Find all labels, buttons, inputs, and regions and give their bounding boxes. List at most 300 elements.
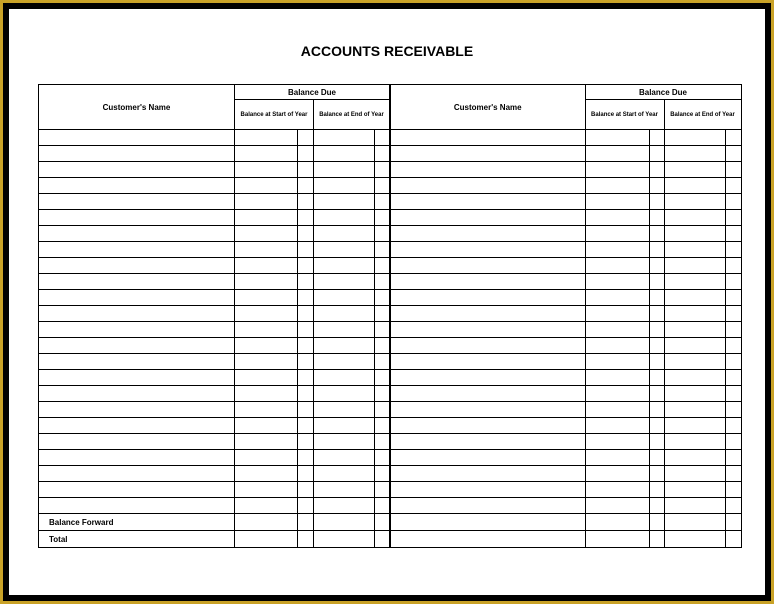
start-balance-cents-cell[interactable] <box>298 386 314 402</box>
start-balance-cell[interactable] <box>235 450 298 466</box>
end-balance-cents-cell[interactable] <box>375 258 390 274</box>
start-balance-cents-cell[interactable] <box>649 370 664 386</box>
end-balance-cents-cell[interactable] <box>375 210 390 226</box>
start-balance-cell[interactable] <box>235 226 298 242</box>
end-balance-cents-cell[interactable] <box>725 146 741 162</box>
start-balance-cell[interactable] <box>585 466 649 482</box>
customer-name-cell[interactable] <box>390 306 585 322</box>
start-balance-cell[interactable] <box>585 130 649 146</box>
end-balance-cents-cell[interactable] <box>375 514 390 531</box>
end-balance-cell[interactable] <box>314 418 375 434</box>
ledger-row <box>390 466 741 482</box>
start-balance-cents-cell[interactable] <box>649 322 664 338</box>
end-balance-cents-cell[interactable] <box>725 162 741 178</box>
start-balance-cents-cell[interactable] <box>298 466 314 482</box>
end-balance-cell[interactable] <box>314 386 375 402</box>
end-balance-cell[interactable] <box>314 242 375 258</box>
end-balance-cents-cell[interactable] <box>375 178 390 194</box>
customer-name-cell[interactable] <box>390 130 585 146</box>
end-balance-cell[interactable] <box>664 242 725 258</box>
customer-name-cell[interactable] <box>39 258 235 274</box>
end-balance-cents-cell[interactable] <box>375 306 390 322</box>
start-balance-cell[interactable] <box>585 258 649 274</box>
ledger-row <box>390 290 741 306</box>
end-balance-cents-cell[interactable] <box>375 290 390 306</box>
start-balance-cell[interactable] <box>235 402 298 418</box>
customer-name-cell[interactable] <box>39 386 235 402</box>
customer-name-cell[interactable] <box>390 226 585 242</box>
start-balance-cell[interactable] <box>585 514 649 531</box>
start-balance-cents-cell[interactable] <box>298 226 314 242</box>
customer-name-cell[interactable] <box>39 322 235 338</box>
customer-name-cell[interactable] <box>39 242 235 258</box>
end-balance-cents-cell[interactable] <box>725 338 741 354</box>
customer-name-cell[interactable] <box>39 354 235 370</box>
start-balance-cell[interactable] <box>235 386 298 402</box>
end-balance-cell[interactable] <box>314 274 375 290</box>
start-balance-cell[interactable] <box>235 514 298 531</box>
end-balance-cents-cell[interactable] <box>725 402 741 418</box>
end-balance-cents-cell[interactable] <box>725 306 741 322</box>
customer-name-cell[interactable] <box>39 370 235 386</box>
end-balance-cell[interactable] <box>664 194 725 210</box>
start-balance-cell[interactable] <box>585 306 649 322</box>
start-balance-cents-cell[interactable] <box>649 226 664 242</box>
customer-name-cell[interactable] <box>390 466 585 482</box>
customer-name-cell[interactable] <box>390 274 585 290</box>
end-balance-cents-cell[interactable] <box>725 450 741 466</box>
ledger-footer-row <box>390 514 741 531</box>
ledger-table-right <box>389 84 742 548</box>
customer-name-cell[interactable] <box>39 466 235 482</box>
end-balance-cell[interactable] <box>664 146 725 162</box>
ledger-row <box>390 450 741 466</box>
customer-name-cell[interactable] <box>390 338 585 354</box>
end-balance-cell[interactable] <box>664 514 725 531</box>
end-balance-cents-cell[interactable] <box>375 354 390 370</box>
end-balance-cell[interactable] <box>314 498 375 514</box>
end-balance-cell[interactable] <box>664 274 725 290</box>
ledger-row <box>39 178 390 194</box>
start-balance-cell[interactable] <box>585 418 649 434</box>
start-balance-cents-cell[interactable] <box>298 162 314 178</box>
start-balance-cents-cell[interactable] <box>649 482 664 498</box>
customer-name-cell[interactable] <box>390 210 585 226</box>
end-balance-cell[interactable] <box>664 306 725 322</box>
start-balance-cents-cell[interactable] <box>649 242 664 258</box>
customer-name-cell[interactable] <box>390 258 585 274</box>
customer-name-cell[interactable] <box>390 531 585 548</box>
customer-name-cell[interactable] <box>390 194 585 210</box>
start-balance-cents-cell[interactable] <box>298 338 314 354</box>
customer-name-cell[interactable] <box>39 162 235 178</box>
start-balance-cell[interactable] <box>585 482 649 498</box>
ledger-row <box>390 418 741 434</box>
customer-name-cell[interactable] <box>39 450 235 466</box>
customer-name-cell[interactable] <box>39 274 235 290</box>
start-balance-cents-cell[interactable] <box>298 498 314 514</box>
start-balance-cell[interactable] <box>235 338 298 354</box>
start-balance-cell[interactable] <box>585 274 649 290</box>
end-balance-cell[interactable] <box>314 146 375 162</box>
start-balance-cents-cell[interactable] <box>298 402 314 418</box>
end-balance-cell[interactable] <box>664 290 725 306</box>
end-balance-cents-cell[interactable] <box>375 531 390 548</box>
ledger-row <box>39 290 390 306</box>
end-balance-cell[interactable] <box>664 162 725 178</box>
start-balance-cents-cell[interactable] <box>649 434 664 450</box>
balance-end-header: Balance at End of Year <box>664 100 741 130</box>
end-balance-cell[interactable] <box>314 290 375 306</box>
ledger-row <box>390 482 741 498</box>
end-balance-cents-cell[interactable] <box>375 450 390 466</box>
start-balance-cell[interactable] <box>235 274 298 290</box>
start-balance-cents-cell[interactable] <box>298 418 314 434</box>
ledger-row <box>39 482 390 498</box>
end-balance-cents-cell[interactable] <box>375 242 390 258</box>
start-balance-cell[interactable] <box>235 178 298 194</box>
end-balance-cents-cell[interactable] <box>725 194 741 210</box>
start-balance-cents-cell[interactable] <box>298 290 314 306</box>
start-balance-cell[interactable] <box>585 450 649 466</box>
page-frame <box>3 3 771 601</box>
ledger-row <box>390 322 741 338</box>
ledger-row <box>39 194 390 210</box>
customer-name-cell[interactable] <box>390 146 585 162</box>
ledger-row <box>390 162 741 178</box>
customer-name-cell[interactable] <box>39 402 235 418</box>
end-balance-cents-cell[interactable] <box>725 531 741 548</box>
end-balance-cents-cell[interactable] <box>725 290 741 306</box>
start-balance-cents-cell[interactable] <box>649 531 664 548</box>
ledger-footer-row <box>390 531 741 548</box>
customer-name-cell[interactable] <box>390 242 585 258</box>
end-balance-cents-cell[interactable] <box>725 354 741 370</box>
start-balance-cents-cell[interactable] <box>649 466 664 482</box>
start-balance-cents-cell[interactable] <box>649 130 664 146</box>
start-balance-cell[interactable] <box>585 290 649 306</box>
ledger-row <box>390 386 741 402</box>
start-balance-cell[interactable] <box>585 210 649 226</box>
start-balance-cents-cell[interactable] <box>649 354 664 370</box>
end-balance-cell[interactable] <box>664 434 725 450</box>
start-balance-cell[interactable] <box>585 322 649 338</box>
start-balance-cell[interactable] <box>585 498 649 514</box>
start-balance-cell[interactable] <box>235 242 298 258</box>
end-balance-cell[interactable] <box>664 482 725 498</box>
start-balance-cell[interactable] <box>235 434 298 450</box>
start-balance-cents-cell[interactable] <box>649 386 664 402</box>
end-balance-cell[interactable] <box>314 531 375 548</box>
start-balance-cents-cell[interactable] <box>649 498 664 514</box>
customer-name-cell[interactable] <box>39 194 235 210</box>
start-balance-cell[interactable] <box>585 226 649 242</box>
end-balance-cents-cell[interactable] <box>725 498 741 514</box>
start-balance-cell[interactable] <box>235 162 298 178</box>
customer-name-cell[interactable] <box>39 338 235 354</box>
end-balance-cents-cell[interactable] <box>725 226 741 242</box>
start-balance-cents-cell[interactable] <box>298 146 314 162</box>
customer-name-cell[interactable] <box>39 498 235 514</box>
start-balance-cents-cell[interactable] <box>298 210 314 226</box>
start-balance-cell[interactable] <box>585 162 649 178</box>
start-balance-cents-cell[interactable] <box>298 242 314 258</box>
ledger-row <box>390 130 741 146</box>
start-balance-cents-cell[interactable] <box>649 418 664 434</box>
customer-name-cell[interactable] <box>390 354 585 370</box>
start-balance-cell[interactable] <box>235 354 298 370</box>
ledger-row <box>39 274 390 290</box>
start-balance-cell[interactable] <box>235 194 298 210</box>
ledger-row <box>39 370 390 386</box>
start-balance-cell[interactable] <box>585 146 649 162</box>
footer-label: Balance Forward <box>39 514 235 531</box>
end-balance-cell[interactable] <box>664 322 725 338</box>
start-balance-cents-cell[interactable] <box>649 514 664 531</box>
start-balance-cell[interactable] <box>235 482 298 498</box>
end-balance-cell[interactable] <box>664 130 725 146</box>
start-balance-cents-cell[interactable] <box>298 274 314 290</box>
start-balance-cell[interactable] <box>585 531 649 548</box>
end-balance-cents-cell[interactable] <box>725 210 741 226</box>
end-balance-cell[interactable] <box>314 450 375 466</box>
customer-name-cell[interactable] <box>390 450 585 466</box>
start-balance-cents-cell[interactable] <box>649 210 664 226</box>
end-balance-cents-cell[interactable] <box>375 274 390 290</box>
start-balance-cell[interactable] <box>585 402 649 418</box>
start-balance-cell[interactable] <box>235 146 298 162</box>
end-balance-cents-cell[interactable] <box>375 466 390 482</box>
customer-name-cell[interactable] <box>390 418 585 434</box>
end-balance-cents-cell[interactable] <box>375 146 390 162</box>
start-balance-cell[interactable] <box>585 178 649 194</box>
end-balance-cents-cell[interactable] <box>375 322 390 338</box>
customer-name-cell[interactable] <box>39 226 235 242</box>
start-balance-cents-cell[interactable] <box>298 178 314 194</box>
customer-name-cell[interactable] <box>390 482 585 498</box>
end-balance-cell[interactable] <box>314 130 375 146</box>
ledger-row <box>39 322 390 338</box>
end-balance-cell[interactable] <box>314 210 375 226</box>
end-balance-cents-cell[interactable] <box>725 482 741 498</box>
end-balance-cents-cell[interactable] <box>725 274 741 290</box>
customer-name-cell[interactable] <box>390 514 585 531</box>
ledger-row <box>39 434 390 450</box>
ledger-row <box>390 210 741 226</box>
ledger-row <box>39 338 390 354</box>
end-balance-cents-cell[interactable] <box>375 498 390 514</box>
start-balance-cents-cell[interactable] <box>298 482 314 498</box>
start-balance-cell[interactable] <box>585 354 649 370</box>
start-balance-cell[interactable] <box>585 370 649 386</box>
customer-name-cell[interactable] <box>390 370 585 386</box>
start-balance-cents-cell[interactable] <box>649 338 664 354</box>
start-balance-cents-cell[interactable] <box>649 306 664 322</box>
start-balance-cell[interactable] <box>235 290 298 306</box>
customer-name-cell[interactable] <box>39 210 235 226</box>
end-balance-cents-cell[interactable] <box>375 434 390 450</box>
ledger-row <box>39 402 390 418</box>
start-balance-cell[interactable] <box>585 386 649 402</box>
end-balance-cell[interactable] <box>314 306 375 322</box>
start-balance-cell[interactable] <box>585 242 649 258</box>
end-balance-cents-cell[interactable] <box>725 386 741 402</box>
ledger-row <box>390 402 741 418</box>
end-balance-cell[interactable] <box>664 338 725 354</box>
ledger-row <box>39 306 390 322</box>
ledger-row <box>39 498 390 514</box>
start-balance-cents-cell[interactable] <box>649 258 664 274</box>
start-balance-cents-cell[interactable] <box>649 194 664 210</box>
end-balance-cell[interactable] <box>314 482 375 498</box>
start-balance-cell[interactable] <box>235 210 298 226</box>
end-balance-cents-cell[interactable] <box>725 434 741 450</box>
end-balance-cents-cell[interactable] <box>725 258 741 274</box>
start-balance-cell[interactable] <box>585 434 649 450</box>
end-balance-cell[interactable] <box>664 450 725 466</box>
end-balance-cents-cell[interactable] <box>375 418 390 434</box>
end-balance-cents-cell[interactable] <box>725 178 741 194</box>
end-balance-cents-cell[interactable] <box>725 130 741 146</box>
end-balance-cell[interactable] <box>664 258 725 274</box>
customer-name-cell[interactable] <box>39 290 235 306</box>
start-balance-cell[interactable] <box>235 130 298 146</box>
end-balance-cents-cell[interactable] <box>375 338 390 354</box>
start-balance-cents-cell[interactable] <box>298 370 314 386</box>
start-balance-cents-cell[interactable] <box>298 258 314 274</box>
ledger-sheet <box>9 9 765 595</box>
end-balance-cell[interactable] <box>664 531 725 548</box>
start-balance-cents-cell[interactable] <box>649 162 664 178</box>
end-balance-cents-cell[interactable] <box>375 226 390 242</box>
end-balance-cell[interactable] <box>314 338 375 354</box>
start-balance-cents-cell[interactable] <box>298 354 314 370</box>
end-balance-cell[interactable] <box>314 466 375 482</box>
start-balance-cents-cell[interactable] <box>298 130 314 146</box>
start-balance-cents-cell[interactable] <box>649 146 664 162</box>
end-balance-cents-cell[interactable] <box>725 370 741 386</box>
customer-name-cell[interactable] <box>390 322 585 338</box>
end-balance-cell[interactable] <box>664 418 725 434</box>
customer-name-header: Customer's Name <box>39 85 235 130</box>
customer-name-cell[interactable] <box>390 402 585 418</box>
balance-end-header: Balance at End of Year <box>314 100 390 130</box>
balance-due-header: Balance Due <box>585 85 741 100</box>
start-balance-cents-cell[interactable] <box>649 450 664 466</box>
end-balance-cell[interactable] <box>664 386 725 402</box>
end-balance-cell[interactable] <box>314 514 375 531</box>
start-balance-cell[interactable] <box>235 322 298 338</box>
start-balance-cell[interactable] <box>235 370 298 386</box>
customer-name-cell[interactable] <box>390 290 585 306</box>
end-balance-cents-cell[interactable] <box>725 514 741 531</box>
end-balance-cents-cell[interactable] <box>725 322 741 338</box>
customer-name-cell[interactable] <box>390 386 585 402</box>
start-balance-cents-cell[interactable] <box>298 450 314 466</box>
end-balance-cell[interactable] <box>664 210 725 226</box>
start-balance-cell[interactable] <box>235 531 298 548</box>
end-balance-cell[interactable] <box>314 178 375 194</box>
start-balance-cents-cell[interactable] <box>298 531 314 548</box>
start-balance-cents-cell[interactable] <box>298 322 314 338</box>
balance-start-header: Balance at Start of Year <box>235 100 314 130</box>
customer-name-cell[interactable] <box>39 146 235 162</box>
end-balance-cents-cell[interactable] <box>375 386 390 402</box>
start-balance-cents-cell[interactable] <box>298 306 314 322</box>
page-title: ACCOUNTS RECEIVABLE <box>300 43 474 59</box>
end-balance-cell[interactable] <box>314 354 375 370</box>
start-balance-cents-cell[interactable] <box>649 274 664 290</box>
end-balance-cell[interactable] <box>314 322 375 338</box>
start-balance-cell[interactable] <box>235 306 298 322</box>
ledger-row <box>39 146 390 162</box>
ledger-row <box>390 370 741 386</box>
end-balance-cell[interactable] <box>314 258 375 274</box>
end-balance-cents-cell[interactable] <box>725 242 741 258</box>
start-balance-cell[interactable] <box>585 194 649 210</box>
customer-name-cell[interactable] <box>390 162 585 178</box>
end-balance-cell[interactable] <box>314 402 375 418</box>
start-balance-cell[interactable] <box>235 258 298 274</box>
start-balance-cents-cell[interactable] <box>649 402 664 418</box>
end-balance-cell[interactable] <box>314 434 375 450</box>
start-balance-cell[interactable] <box>235 466 298 482</box>
start-balance-cents-cell[interactable] <box>649 290 664 306</box>
end-balance-cell[interactable] <box>664 402 725 418</box>
end-balance-cell[interactable] <box>314 194 375 210</box>
end-balance-cell[interactable] <box>664 498 725 514</box>
customer-name-cell[interactable] <box>39 482 235 498</box>
start-balance-cents-cell[interactable] <box>298 434 314 450</box>
customer-name-cell[interactable] <box>39 178 235 194</box>
end-balance-cents-cell[interactable] <box>375 194 390 210</box>
end-balance-cents-cell[interactable] <box>375 162 390 178</box>
end-balance-cell[interactable] <box>314 370 375 386</box>
ledger-row <box>390 434 741 450</box>
end-balance-cell[interactable] <box>314 226 375 242</box>
start-balance-cents-cell[interactable] <box>298 194 314 210</box>
start-balance-cell[interactable] <box>235 418 298 434</box>
end-balance-cell[interactable] <box>664 178 725 194</box>
end-balance-cents-cell[interactable] <box>375 130 390 146</box>
end-balance-cell[interactable] <box>664 370 725 386</box>
end-balance-cents-cell[interactable] <box>725 418 741 434</box>
customer-name-cell[interactable] <box>39 418 235 434</box>
customer-name-cell[interactable] <box>39 434 235 450</box>
ledger-row <box>39 258 390 274</box>
end-balance-cents-cell[interactable] <box>725 466 741 482</box>
customer-name-cell[interactable] <box>390 434 585 450</box>
end-balance-cell[interactable] <box>664 466 725 482</box>
customer-name-cell[interactable] <box>39 130 235 146</box>
ledger-row <box>390 146 741 162</box>
ledger-row <box>390 194 741 210</box>
end-balance-cell[interactable] <box>664 226 725 242</box>
start-balance-cell[interactable] <box>235 498 298 514</box>
customer-name-cell[interactable] <box>39 306 235 322</box>
start-balance-cents-cell[interactable] <box>649 178 664 194</box>
end-balance-cents-cell[interactable] <box>375 370 390 386</box>
start-balance-cents-cell[interactable] <box>298 514 314 531</box>
customer-name-cell[interactable] <box>390 178 585 194</box>
end-balance-cents-cell[interactable] <box>375 482 390 498</box>
footer-label: Total <box>39 531 235 548</box>
end-balance-cell[interactable] <box>314 162 375 178</box>
customer-name-cell[interactable] <box>390 498 585 514</box>
end-balance-cents-cell[interactable] <box>375 402 390 418</box>
end-balance-cell[interactable] <box>664 354 725 370</box>
start-balance-cell[interactable] <box>585 338 649 354</box>
